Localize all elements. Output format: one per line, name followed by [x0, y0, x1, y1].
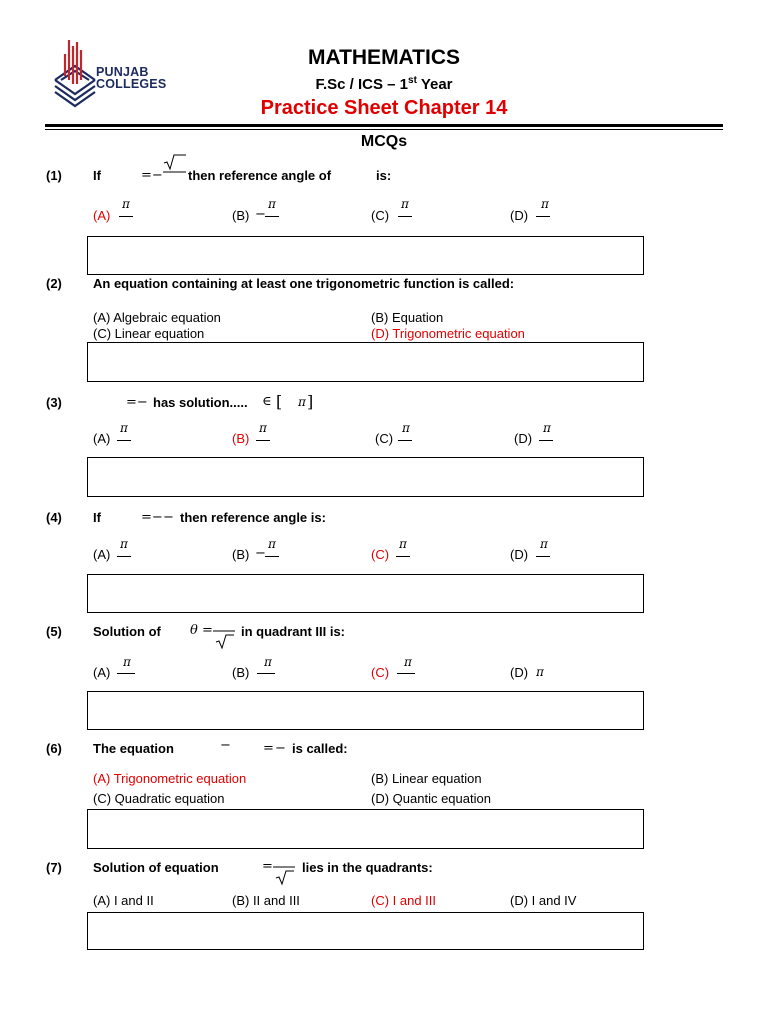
- question-text: Solution of equation: [93, 860, 219, 875]
- math-expression: =: [263, 741, 274, 756]
- subject-title: MATHEMATICS: [307, 46, 461, 69]
- fraction-bar: [398, 440, 412, 441]
- pi-symbol: π: [536, 665, 544, 679]
- minus-sign: −: [255, 546, 266, 561]
- math-expression: =−: [141, 510, 163, 525]
- minus-sign: −: [255, 207, 266, 222]
- question-text: The equation: [93, 741, 174, 756]
- option-a[interactable]: (A): [93, 208, 111, 223]
- class-sup: st: [408, 75, 417, 86]
- left-bracket: [: [276, 392, 283, 411]
- option-a[interactable]: (A) Trigonometric equation: [93, 771, 247, 786]
- question-text: If: [93, 510, 101, 525]
- option-c[interactable]: (C): [371, 547, 390, 562]
- minus-sign: −: [163, 510, 174, 525]
- option-d[interactable]: (D): [514, 431, 533, 446]
- sqrt-fraction-icon: [212, 629, 236, 653]
- answer-box[interactable]: [87, 691, 644, 730]
- pi-numerator: π: [264, 655, 272, 669]
- theta-equals: θ =: [190, 623, 213, 638]
- minus-sign: −: [220, 738, 231, 753]
- answer-box[interactable]: [87, 457, 644, 497]
- fraction-bar: [396, 556, 410, 557]
- fraction-bar: [117, 440, 131, 441]
- pi-numerator: π: [120, 421, 128, 435]
- option-d[interactable]: (D) Trigonometric equation: [371, 326, 525, 341]
- option-c[interactable]: (C): [375, 431, 394, 446]
- fraction-bar: [398, 216, 412, 217]
- class-subtitle: [0, 75, 768, 93]
- pi-numerator: π: [541, 197, 549, 211]
- question-text: is called:: [292, 741, 348, 756]
- answer-box[interactable]: [87, 912, 644, 950]
- header-rule-thin: [45, 129, 723, 130]
- fraction-bar: [257, 673, 275, 674]
- question-number: (5): [46, 624, 62, 639]
- section-title: MCQs: [360, 133, 408, 150]
- sqrt-fraction-icon: [272, 865, 296, 889]
- class-prefix: F.Sc / ICS – 1: [315, 76, 409, 93]
- option-b[interactable]: (B): [232, 665, 250, 680]
- fraction-bar: [539, 440, 553, 441]
- math-expression: =−: [126, 395, 148, 410]
- option-c[interactable]: (C) Quadratic equation: [93, 791, 225, 806]
- question-number: (7): [46, 860, 62, 875]
- question-text: lies in the quadrants:: [302, 860, 433, 875]
- math-expression: =: [262, 859, 273, 874]
- option-b[interactable]: (B) Linear equation: [371, 771, 482, 786]
- pi-numerator: π: [402, 421, 410, 435]
- pi-numerator: π: [543, 421, 551, 435]
- question-text: in quadrant III is:: [241, 624, 346, 639]
- fraction-bar: [117, 673, 135, 674]
- option-a[interactable]: (A) I and II: [93, 893, 154, 908]
- fraction-bar: [265, 216, 279, 217]
- pi-numerator: π: [401, 197, 409, 211]
- question-number: (4): [46, 510, 62, 525]
- question-text: If: [93, 168, 101, 183]
- fraction-bar: [117, 556, 131, 557]
- pi-symbol: π: [298, 395, 306, 409]
- option-c[interactable]: (C) Linear equation: [93, 326, 205, 341]
- question-number: (1): [46, 168, 62, 183]
- option-b[interactable]: (B): [232, 431, 250, 446]
- class-suffix: Year: [416, 76, 453, 93]
- option-a[interactable]: (A) Algebraic equation: [93, 310, 221, 325]
- option-b[interactable]: (B): [232, 208, 250, 223]
- pi-numerator: π: [399, 537, 407, 551]
- answer-box[interactable]: [87, 574, 644, 613]
- fraction-bar: [536, 556, 550, 557]
- pi-numerator: π: [268, 537, 276, 551]
- pi-numerator: π: [404, 655, 412, 669]
- sheet-title: Practice Sheet Chapter 14: [260, 97, 508, 119]
- question-text: then reference angle of: [188, 168, 332, 183]
- element-of-symbol: ∈: [262, 394, 272, 409]
- fraction-bar: [536, 216, 550, 217]
- answer-box[interactable]: [87, 809, 644, 849]
- minus-sign: −: [275, 741, 286, 756]
- pi-numerator: π: [259, 421, 267, 435]
- option-c[interactable]: (C): [371, 665, 390, 680]
- option-b[interactable]: (B) II and III: [232, 893, 300, 908]
- question-number: (3): [46, 395, 62, 410]
- question-text: Solution of: [93, 624, 161, 639]
- logo-text-punjab: PUNJAB: [96, 65, 149, 79]
- option-a[interactable]: (A): [93, 665, 111, 680]
- question-text: has solution.....: [153, 395, 248, 410]
- fraction-bar: [397, 673, 415, 674]
- question-text: An equation containing at least one trigonometric function is called:: [93, 276, 515, 291]
- fraction-bar: [265, 556, 279, 557]
- question-number: (2): [46, 276, 62, 291]
- right-bracket: ]: [307, 392, 314, 411]
- answer-box[interactable]: [87, 342, 644, 382]
- fraction-bar: [119, 216, 133, 217]
- pi-numerator: π: [120, 537, 128, 551]
- option-d[interactable]: (D): [510, 547, 529, 562]
- question-text: is:: [376, 168, 392, 183]
- option-b[interactable]: (B) Equation: [371, 310, 444, 325]
- sqrt-fraction-icon: [160, 154, 188, 180]
- header-rule-thick: [45, 124, 723, 127]
- pi-numerator: π: [268, 197, 276, 211]
- option-d[interactable]: (D): [510, 208, 529, 223]
- option-d[interactable]: (D): [510, 665, 529, 680]
- answer-box[interactable]: [87, 236, 644, 275]
- option-c[interactable]: (C): [371, 208, 390, 223]
- option-c[interactable]: (C) I and III: [371, 893, 437, 908]
- question-number: (6): [46, 741, 62, 756]
- option-d[interactable]: (D) I and IV: [510, 893, 577, 908]
- math-expression: =−: [141, 168, 163, 183]
- pi-numerator: π: [123, 655, 131, 669]
- pi-numerator: π: [540, 537, 548, 551]
- option-a[interactable]: (A): [93, 547, 111, 562]
- question-text: then reference angle is:: [180, 510, 326, 525]
- option-d[interactable]: (D) Quantic equation: [371, 791, 491, 806]
- pi-numerator: π: [122, 197, 130, 211]
- option-a[interactable]: (A): [93, 431, 111, 446]
- option-b[interactable]: (B): [232, 547, 250, 562]
- logo-text-colleges: COLLEGES: [96, 77, 167, 91]
- fraction-bar: [256, 440, 270, 441]
